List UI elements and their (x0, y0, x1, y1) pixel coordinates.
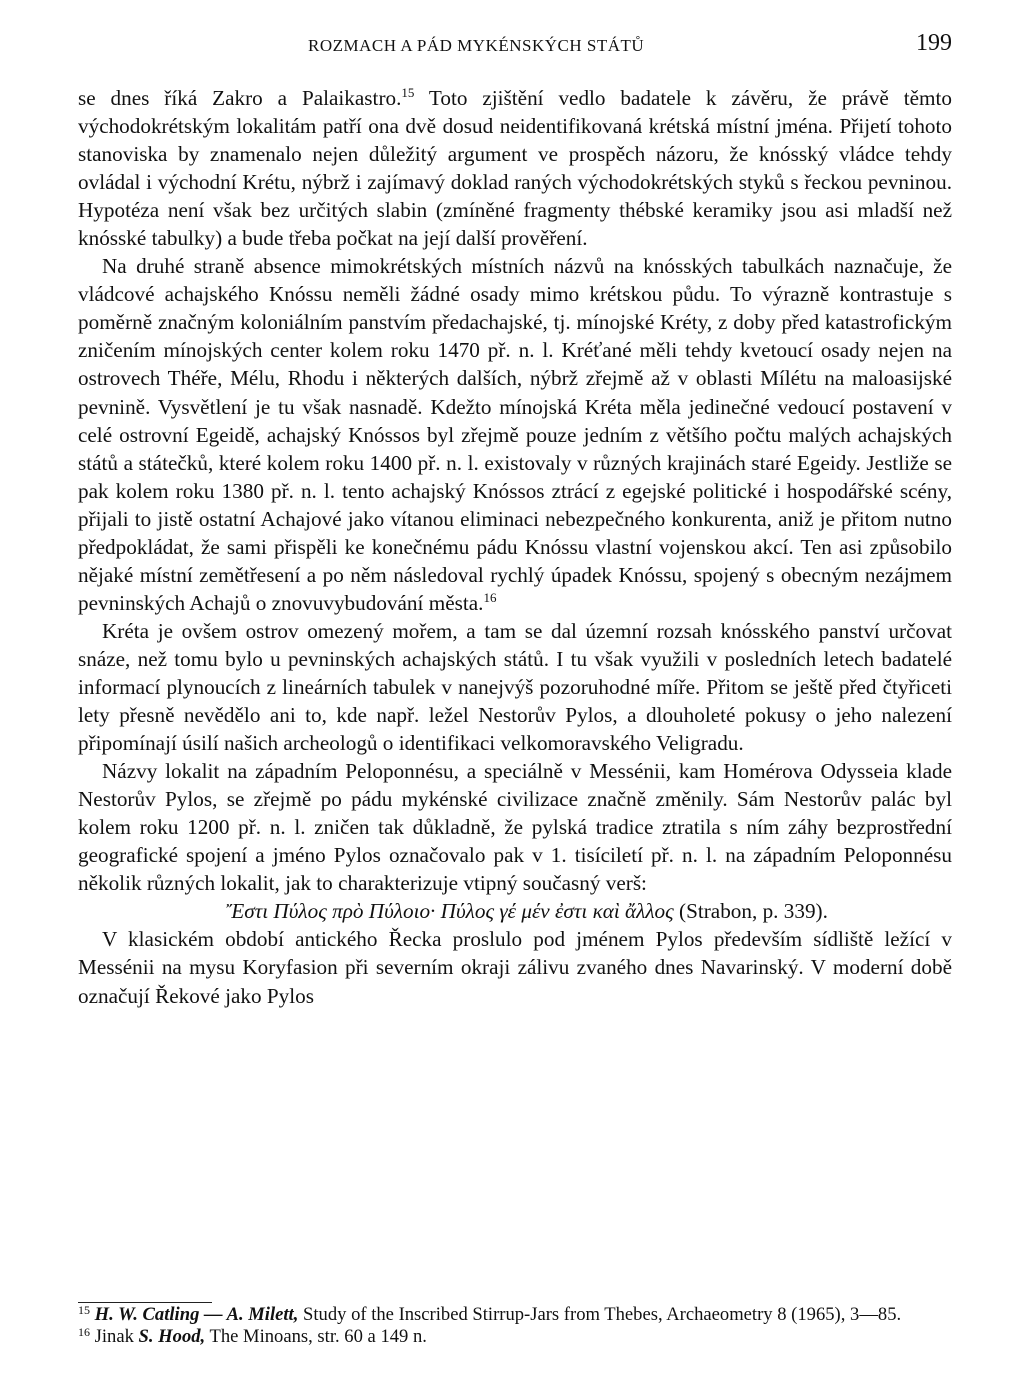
footnote-ref[interactable]: 15 (401, 85, 415, 100)
footnote: $^{15}$ H. W. Catling — A. Milett, Study of the Inscribed Stirrup-Jars from Thebes, Archaeometry 8 (1965), 3—85. (78, 1303, 902, 1325)
footnote-ref[interactable]: 16 (483, 589, 497, 605)
quote-source: (Strabon, p. 339). (679, 899, 828, 924)
footnote-author: S. Hood, (138, 1326, 206, 1347)
page-header (78, 30, 952, 60)
footnote-author: H. W. Catling — A. Milett, (94, 1304, 299, 1325)
paragraph: Kréta je ovšem ostrov omezený mořem, a tam se dal územní rozsah knósského panství určovat snáze, než tomu bylo u pevninských achajských států. I tu však využili v posledních letech badatelé informací plynoucích z lineárních tabulek v nanejvýš pozoruhodné míře. Přitom se ještě před čtyřiceti lety přesně nevědělo ani to, kde např. ležel Nestorův Pylos, a dlouholeté pokusy o jeho nalezení připomínají úsilí našich archeologů o identifikaci velkomoravského Veligradu. (78, 618, 952, 756)
paragraph: Názvy lokalit na západním Peloponnésu, a speciálně v Messénii, kam Homérova Odysseia klade Nestorův Pylos, se zřejmě po pádu mykénské civilizace značně změnily. Sám Nestorův palác byl kolem roku 1200 př. n. l. zničen tak důkladně, že pylská tradice ztratila s ním záhy bezprostřední geografické spojení a jméno Pylos označovalo pak v 1. tisíciletí př. n. l. na západním Peloponnésu několik různých lokalit, jak to charakterizuje vtipný současný verš: (78, 759, 952, 896)
paragraph: se dnes říká Zakro a Palaikastro.$^{15}$ Toto zjištění vedlo badatele k závěru, že právě těmto východokrétským lokalitám patří ona dvě dosud neidentifikovaná krétská místní jména. Přijetí tohoto stanoviska by znamenalo nejen důležitý argument ve prospěch názoru, že knósský vládce tehdy ovládal i východní Krétu, nýbrž i zajímavý doklad raných východokrétských styků s řeckou pevninou. Hypotéza není však bez určitých slabin (zmíněné fragmenty thébské keramiky jsou asi mladší než knósské tabulky) a bude třeba počkat na její další prověření. (78, 85, 952, 251)
page-number: 199 (916, 30, 952, 56)
greek-verse: Ἔστι Πύλος πρὸ Πύλοιο· Πύλος γέ μέν ἐστι καὶ ἄλλος (226, 899, 674, 924)
paragraph: Na druhé straně absence mimokrétských místních názvů na knósských tabulkách naznačuje, že vládcové achajského Knóssu neměli žádné osady mimo krétskou půdu. To výrazně kontrastuje s poměrně značným koloniálním panstvím předachajské, tj. mínojské Kréty, z doby před katastrofickým zničením mínojských center kolem roku 1470 př. n. l. Kréťané měli tehdy kvetoucí osady nejen na ostrovech Théře, Mélu, Rhodu i některých dalších, nýbrž zřejmě až v oblasti Mílétu na maloasijské pevnině. Vysvětlení je tu však nasnadě. Kdežto mínojská Kréta měla jedinečné vedoucí postavení v celé ostrovní Egeidě, achajský Knóssos byl zřejmě pouze jedním z většího počtu malých achajských států a státečků, které kolem roku 1400 př. n. l. existovaly v různých krajinách staré Egeidy. Jestliže se pak kolem roku 1380 př. n. l. tento achajský Knóssos ztrácí z egejské politické i hospodářské scény, přijali to jistě ostatní Achajové jako vítanou eliminaci nebezpečného konkurenta, aniž je přitom nutno předpokládat, že sami přispěli ke konečnému pádu Knóssu vlastní vojenskou akcí. Ten asi způsobilo nějaké místní zemětřesení a po něm následoval rychlý úpadek Knóssu, spojený s obecným nezájmem pevninských Achajů o znovuvybudování města.$^{16}$ (78, 254, 952, 615)
greek-quotation (78, 897, 952, 925)
paragraph: V klasickém období antického Řecka proslulo pod jménem Pylos především sídliště ležící v Messénii na mysu Koryfasion při severním okraji zálivu zvaného dnes Navarinský. V moderní době označují Řekové jako Pylos (78, 927, 952, 1008)
footnote: $^{16}$ Jinak S. Hood, The Minoans, str. 60 a 149 n. (78, 1325, 427, 1347)
footnotes (78, 1304, 952, 1348)
main-text (78, 84, 952, 1010)
running-title: ROZMACH A PÁD MYKÉNSKÝCH STÁTŮ (308, 36, 645, 55)
footnote-divider (78, 1302, 212, 1303)
